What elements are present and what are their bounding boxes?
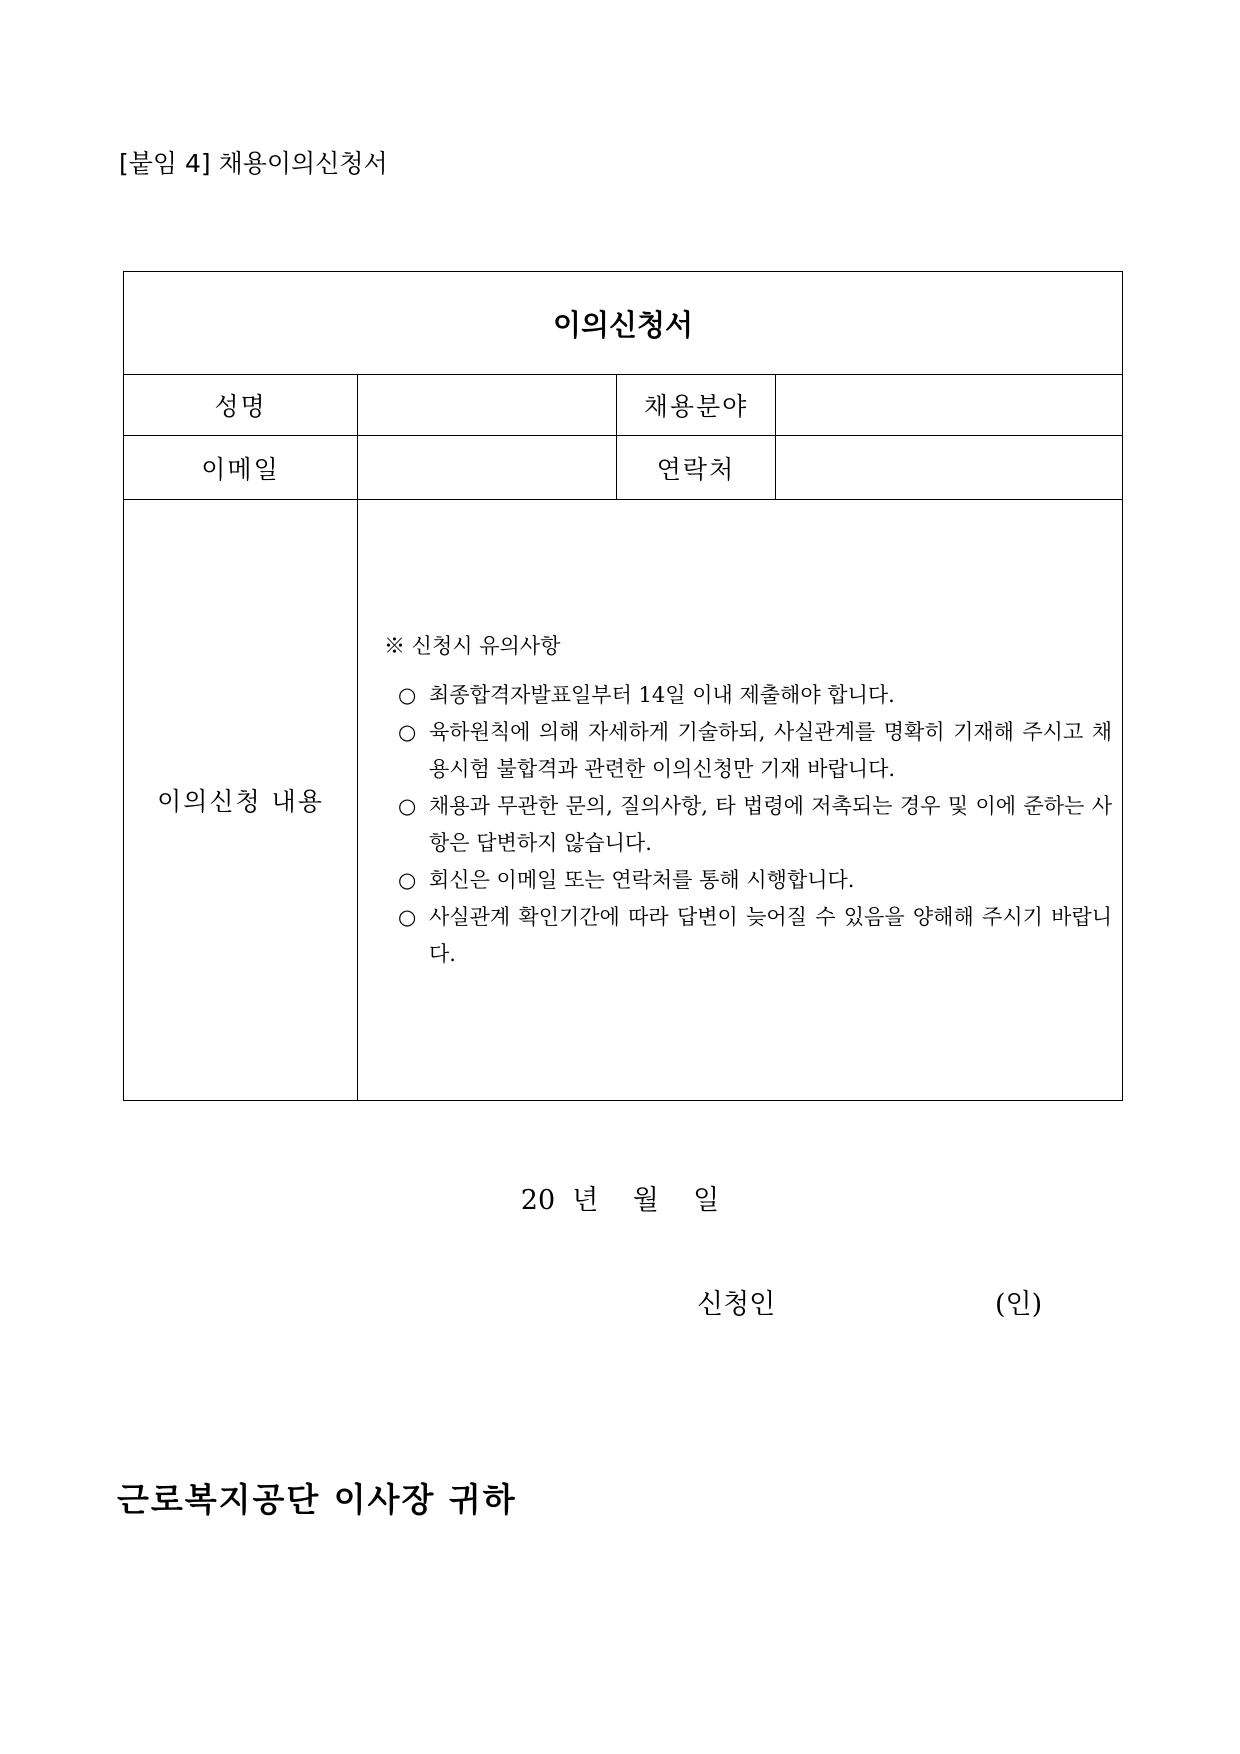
email-field[interactable] xyxy=(358,436,617,500)
recruit-field-field[interactable] xyxy=(776,375,1123,436)
notes-heading: ※ 신청시 유의사항 xyxy=(384,634,561,658)
seal-label: (인) xyxy=(995,1289,1043,1320)
note-item xyxy=(384,862,1112,899)
date-line: 20 년 월 일 xyxy=(520,1185,720,1216)
note-item xyxy=(384,677,1112,714)
objection-form-table xyxy=(123,271,1123,1101)
circle-bullet-icon: ○ xyxy=(398,720,417,744)
circle-bullet-icon: ○ xyxy=(398,794,417,818)
form-title: 이의신청서 xyxy=(124,272,1123,375)
contact-field[interactable] xyxy=(776,436,1123,500)
attachment-title: [붙임 4] 채용이의신청서 xyxy=(119,149,388,178)
note-item xyxy=(384,788,1112,862)
notes-section xyxy=(358,500,1122,973)
contact-label: 연락처 xyxy=(617,436,776,500)
note-text: 회신은 이메일 또는 연락처를 통해 시행합니다. xyxy=(429,868,855,892)
content-field[interactable] xyxy=(358,500,1123,1101)
applicant-label: 신청인 xyxy=(697,1289,776,1320)
note-text: 사실관계 확인기간에 따라 답변이 늦어질 수 있음을 양해해 주시기 바랍니다. xyxy=(429,905,1113,966)
note-item xyxy=(384,899,1112,973)
content-label: 이의신청 내용 xyxy=(124,500,358,1101)
name-field[interactable] xyxy=(358,375,617,436)
email-label: 이메일 xyxy=(124,436,358,500)
note-item xyxy=(384,714,1112,788)
circle-bullet-icon: ○ xyxy=(398,905,417,929)
circle-bullet-icon: ○ xyxy=(398,683,417,707)
note-text: 육하원칙에 의해 자세하게 기술하되, 사실관계를 명확히 기재해 주시고 채용시험 불합격과 관련한 이의신청만 기재 바랍니다. xyxy=(429,720,1113,781)
note-text: 채용과 무관한 문의, 질의사항, 타 법령에 저촉되는 경우 및 이에 준하는 사항은 답변하지 않습니다. xyxy=(429,794,1113,855)
recruit-field-label: 채용분야 xyxy=(617,375,776,436)
circle-bullet-icon: ○ xyxy=(398,868,417,892)
note-text: 최종합격자발표일부터 14일 이내 제출해야 합니다. xyxy=(429,683,895,707)
recipient-line: 근로복지공단 이사장 귀하 xyxy=(117,1480,517,1519)
name-label: 성명 xyxy=(124,375,358,436)
